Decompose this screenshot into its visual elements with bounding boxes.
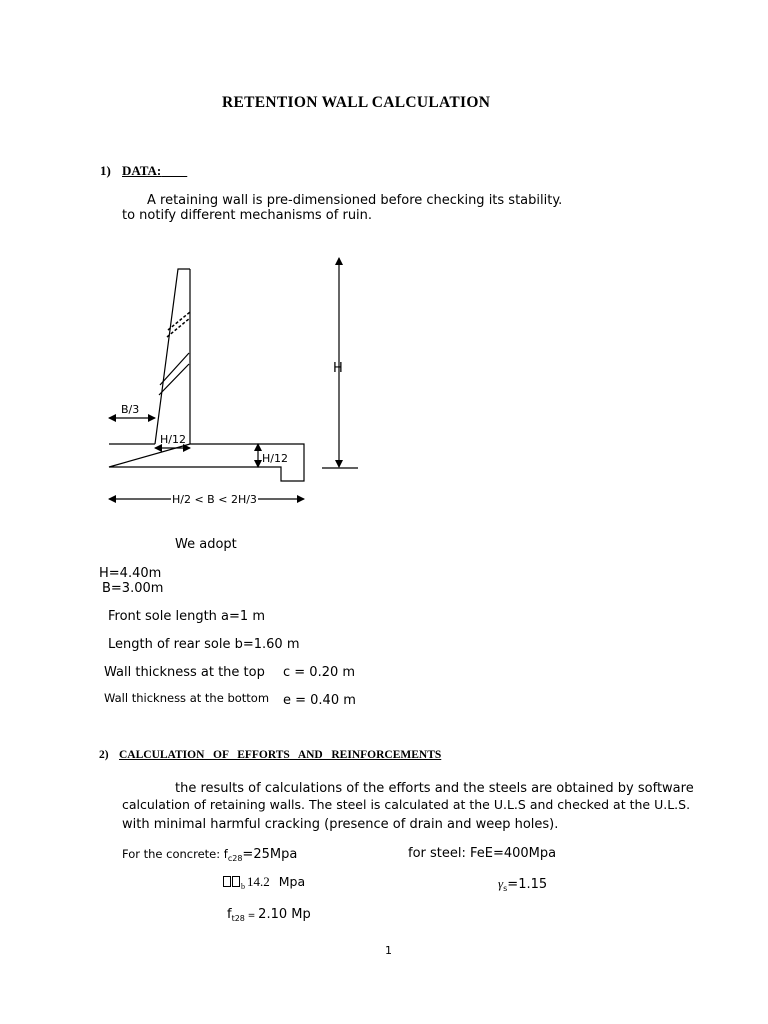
section-2-heading: CALCULATION OF EFFORTS AND REINFORCEMENTS (119, 749, 442, 761)
adopt-bottom-thickness-value: e = 0.40 m (283, 693, 356, 708)
steel-safety-factor: $\gamma_s=1.15$ (498, 876, 548, 893)
section-2-paragraph-line-3: with minimal harmful cracking (presence of drain and weep holes). (122, 817, 559, 832)
section-1-paragraph-line-2: to notify different mechanisms of ruin. (122, 208, 373, 223)
dimension-b-range-label: H/2 < B < 2H/3 (172, 493, 257, 506)
dimension-h-label: H (333, 361, 343, 376)
missing-glyph-icon (223, 876, 231, 887)
concrete-tensile-strength: $f_{t28} = 2.10$ Mp (227, 907, 311, 923)
adopt-rear-sole: Length of rear sole b=1.60 m (108, 637, 300, 652)
wall-stem-front-face (155, 269, 190, 444)
adopt-top-thickness-label: Wall thickness at the top (104, 665, 265, 680)
adopt-top-thickness-value: c = 0.20 m (283, 665, 356, 680)
section-2-paragraph-line-2: calculation of retaining walls. The steel is calculated at the U.L.S and checked at the U.L.S. (122, 797, 691, 812)
page-title: RETENTION WALL CALCULATION (222, 94, 491, 111)
dimension-h12-horizontal-label: H/12 (160, 433, 186, 446)
adopt-b-value: B=3.00m (102, 581, 164, 596)
section-2-paragraph-line-1: the results of calculations of the efforts and the steels are obtained by software (175, 781, 694, 796)
steel-grade: for steel: FeE=400Mpa (408, 846, 557, 861)
missing-glyph-icon (232, 876, 240, 887)
section-2-number: 2) (99, 749, 109, 761)
concrete-design-strength: $_b$ 14.2 Mpa (223, 874, 305, 891)
dimension-b3-label: B/3 (121, 403, 140, 416)
adopt-heading: We adopt (175, 537, 237, 552)
section-1-paragraph-line-1: A retaining wall is pre-dimensioned before checking its stability. (147, 193, 563, 208)
concrete-strength: For the concrete: $f_{c28}=25Mpa$ (122, 847, 298, 863)
page-number: 1 (385, 944, 392, 957)
section-1-number: 1) (100, 163, 111, 178)
section-1-heading: DATA: (122, 163, 162, 178)
dimension-h12-vertical-label: H/12 (262, 452, 288, 465)
adopt-bottom-thickness-label: Wall thickness at the bottom (104, 691, 270, 705)
adopt-front-sole: Front sole length a=1 m (108, 609, 265, 624)
adopt-h-value: H=4.40m (99, 566, 162, 581)
